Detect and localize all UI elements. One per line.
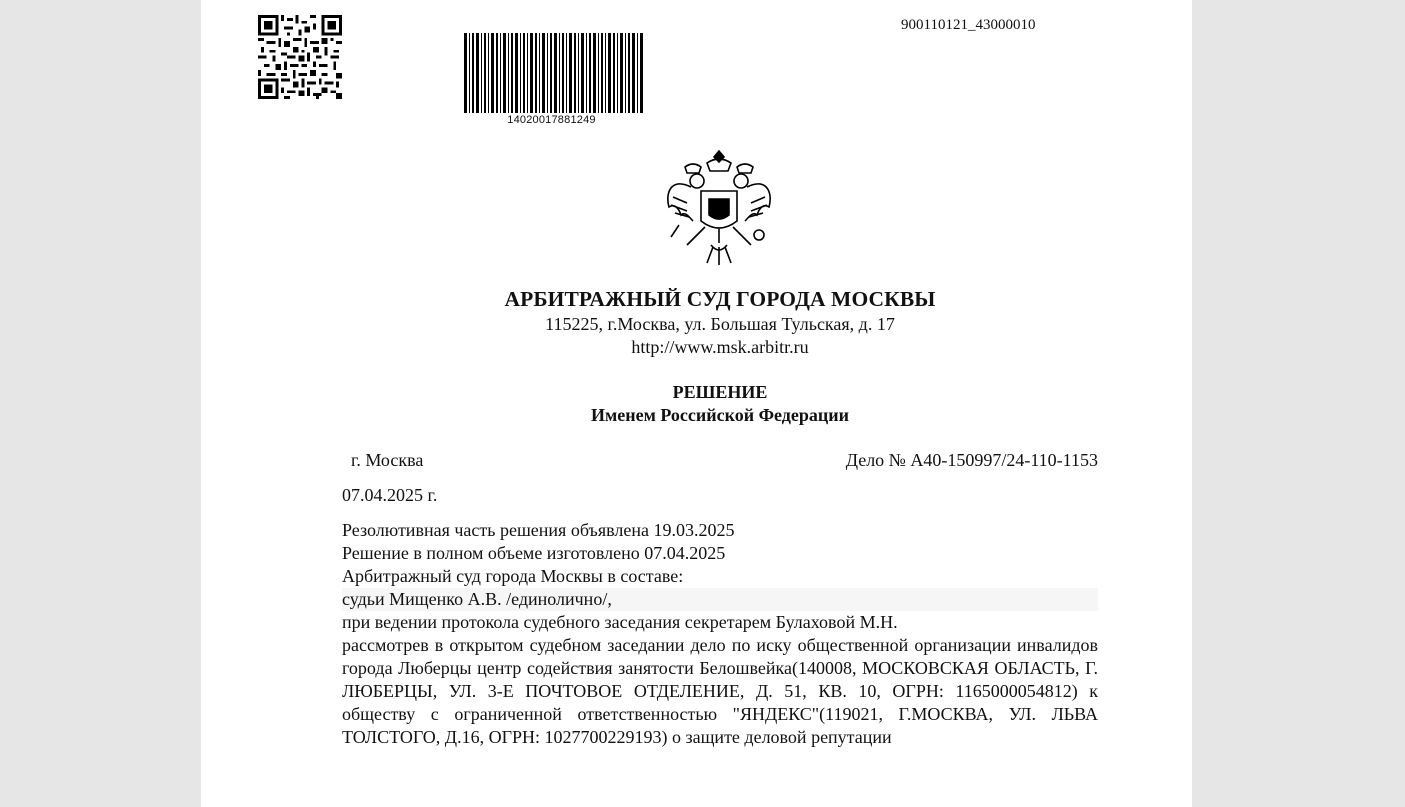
body-line-composition: Арбитражный суд города Москвы в составе: <box>342 566 684 586</box>
city: г. Москва <box>351 450 424 470</box>
body-line-operative-part: Резолютивная часть решения объявлена 19.03.2025 <box>342 520 735 540</box>
body-line-secretary: при ведении протокола судебного заседания секретарем Булаховой М.Н. <box>342 612 898 632</box>
barcode-icon <box>464 33 644 113</box>
case-number: Дело № А40-150997/24-110-1153 <box>845 450 1098 470</box>
decision-heading <box>201 381 1239 427</box>
document-id: 900110121_43000010 <box>901 17 1036 33</box>
document-page <box>201 0 1192 807</box>
body-paragraph-claim: рассмотрев в открытом судебном заседании дело по иску общественной организации инвалидов города Люберцы центр содействия занятости Белошвейка(140008, МОСКОВСКАЯ ОБЛАСТЬ, Г. ЛЮБЕРЦЫ, УЛ. 3-Е ПОЧТОВОЕ ОТДЕЛЕНИЕ, Д. 51, КВ. 10, ОГРН: 1165000054812) к обществу с ограниченной ответственностью "ЯНДЕКС"(119021, Г.МОСКВА, УЛ. ЛЬВА ТОЛСТОГО, Д.16, ОГРН: 1027700229193) о защите деловой репутации <box>342 635 1098 747</box>
coat-of-arms-icon <box>661 147 777 267</box>
barcode-number: 14020017881249 <box>507 114 596 126</box>
decision-title: РЕШЕНИЕ <box>672 382 768 402</box>
qr-code-icon <box>258 15 342 99</box>
decision-subtitle: Именем Российской Федерации <box>590 405 850 425</box>
body-line-full-decision: Решение в полном объеме изготовлено 07.04.2025 <box>342 543 726 563</box>
decision-date: 07.04.2025 г. <box>342 485 438 505</box>
decision-body <box>342 519 1098 749</box>
body-line-judge: судьи Мищенко А.В. /единолично/, <box>342 588 1098 611</box>
court-website[interactable]: http://www.msk.arbitr.ru <box>631 337 809 357</box>
court-name: АРБИТРАЖНЫЙ СУД ГОРОДА МОСКВЫ <box>504 287 936 311</box>
court-address: 115225, г.Москва, ул. Большая Тульская, д. 17 <box>545 314 895 334</box>
court-header <box>201 285 1239 359</box>
